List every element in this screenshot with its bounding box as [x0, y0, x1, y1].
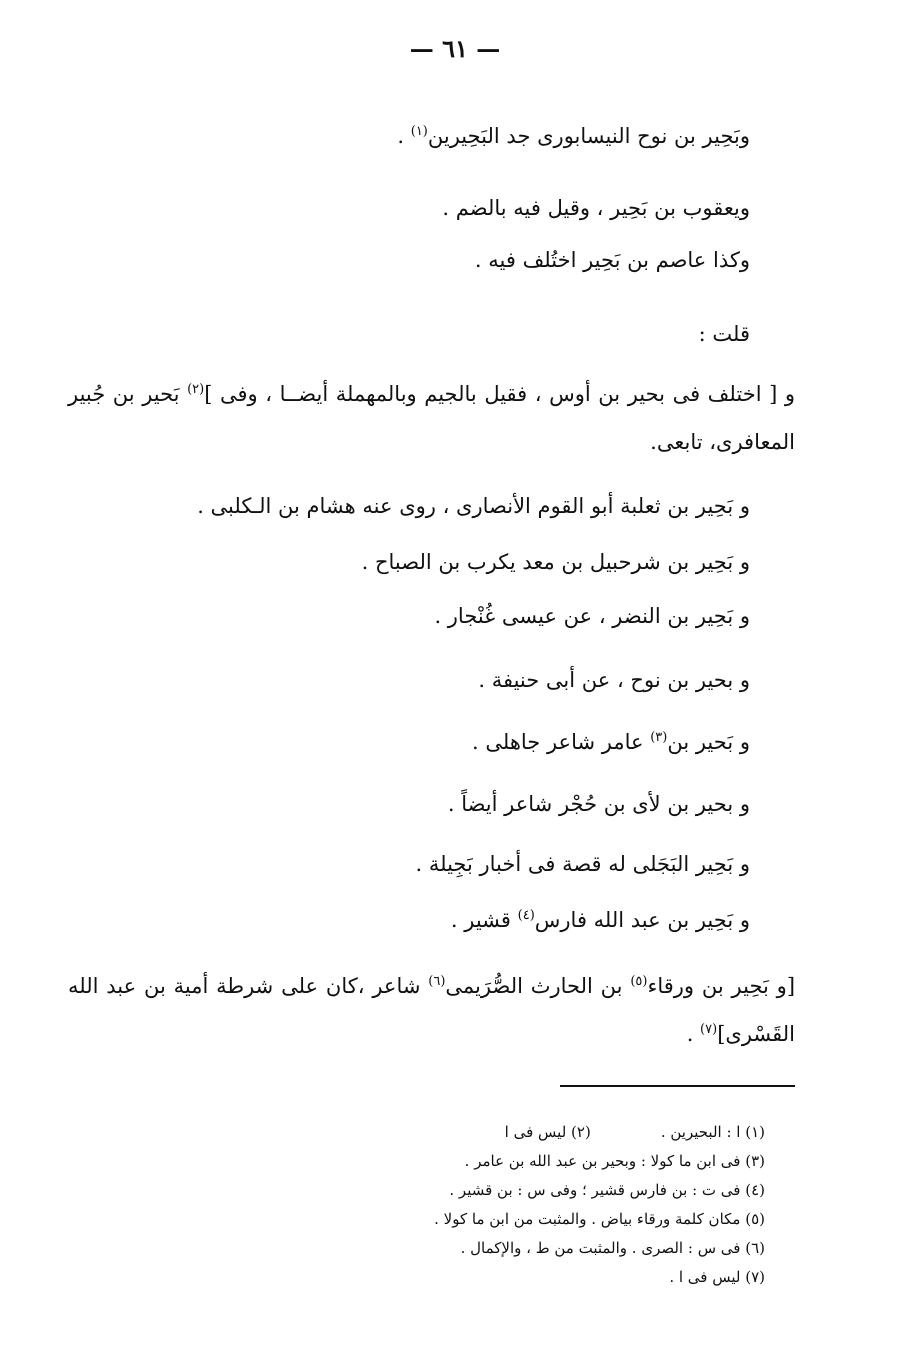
footnote-ref: (٥) — [630, 974, 648, 989]
footnote: (٦) فى س : الصرى . والمثبت من ط ، والإكمال . — [460, 1239, 765, 1257]
footnote: (١) ا : البحيرين .(٢) ليس فى ا — [504, 1123, 765, 1141]
footnote: (٤) فى ت : بن فارس قشير ؛ وفى س : بن قشير . — [449, 1181, 765, 1199]
text-line: و بَحِير البَجَلى له قصة فى أخبار بَجِيلة . — [415, 852, 750, 876]
text-line: وكذا عاصم بن بَحِير اختُلف فيه . — [474, 248, 750, 272]
footnote-ref: (٦) — [428, 974, 446, 989]
text-line: و بَحير بن$^{(٣)}$ عامر شاعر جاهلى . — [472, 730, 750, 754]
footnote-ref: (٣) — [650, 730, 668, 745]
section-heading: قلت : — [698, 322, 750, 346]
footnote: (٣) فى ابن ما كولا : وبحير بن عبد الله بن عامر . — [464, 1152, 765, 1170]
text-paragraph: [و بَحِير بن ورقاء$^{(٥)}$ بن الحارث الصُّرَيمى$^{(٦)}$ شاعر ،كان على شرطة أمية بن عبد الله القَسْرى]$^{(٧)}$ . — [68, 974, 796, 1046]
footnotes — [434, 1118, 765, 1292]
text-line: وبَحِير بن نوح النيسابورى جد البَحِيرين$^{(١)}$ . — [397, 124, 750, 148]
footnote-ref: (٤) — [517, 908, 535, 923]
footnote-ref: (٢) — [187, 382, 205, 397]
text-line: و بحير بن لأى بن حُجْر شاعر أيضاً . — [447, 792, 750, 816]
footnote-divider — [560, 1085, 795, 1087]
text-line: و بَحِير بن عبد الله فارس$^{(٤)}$ قشير . — [450, 908, 750, 932]
page-number: — ٦١ — — [409, 34, 501, 63]
footnote: (٥) مكان كلمة ورقاء بياض . والمثبت من ابن ما كولا . — [434, 1210, 765, 1228]
text-line: و بحير بن نوح ، عن أبى حنيفة . — [478, 668, 750, 692]
footnote-ref: (١) — [410, 124, 428, 139]
text-line: و بَحِير بن شرحبيل بن معد يكرب بن الصباح . — [361, 550, 750, 574]
footnote-ref: (٧) — [700, 1022, 718, 1037]
footnote: (٧) ليس فى ا . — [669, 1268, 765, 1286]
text-line: و بَحِير بن ثعلبة أبو القوم الأنصارى ، روى عنه هشام بن الـكلبى . — [197, 494, 750, 518]
text-paragraph: و [ اختلف فى بحير بن أوس ، فقيل بالجيم وبالمهملة أيضــا ، وفى ]$^{(٢)}$ بَحير بن جُبير المعافرى، تابعى. — [68, 382, 795, 454]
text-line: و بَحِير بن النضر ، عن عيسى غُنْجار . — [434, 604, 750, 628]
text-line: ويعقوب بن بَحِير ، وقيل فيه بالضم . — [442, 196, 750, 220]
